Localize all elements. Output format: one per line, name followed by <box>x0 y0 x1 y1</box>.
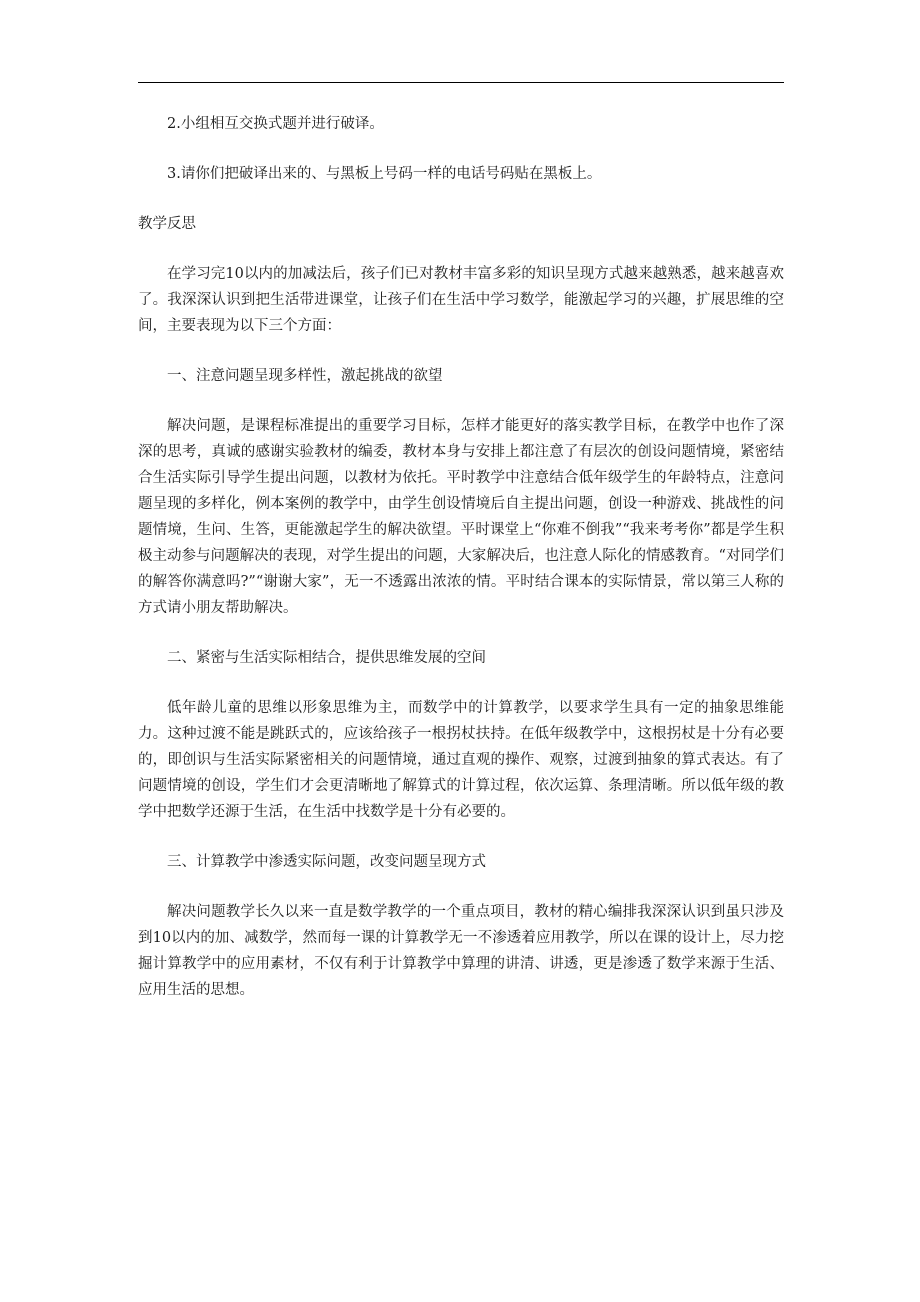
paragraph-one: 解决问题，是课程标准提出的重要学习目标，怎样才能更好的落实教学目标，在教学中也作了深深的思考，真诚的感谢实验教材的编委，教材本身与安排上都注意了有层次的创设问题情境，紧密结合生活实际引导学生提出问题，以教材为依托。平时教学中注意结合低年级学生的年龄特点，注意问题呈现的多样化，例本案例的教学中，由学生创设情境后自主提出问题，创设一种游戏、挑战性的问题情境，生问、生答，更能激起学生的解决欲望。平时课堂上“你难不倒我”“我来考考你”都是学生积极主动参与问题解决的表现，对学生提出的问题，大家解决后，也注意人际化的情感教育。“对同学们的解答你满意吗?”“谢谢大家”，无一不透露出浓浓的情。平时结合课本的实际情景，常以第三人称的方式请小朋友帮助解决。 <box>138 418 784 616</box>
intro-paragraph: 在学习完10以内的加减法后，孩子们已对教材丰富多彩的知识呈现方式越来越熟悉，越来越喜欢了。我深深认识到把生活带进课堂，让孩子们在生活中学习数学，能激起学习的兴趣，扩展思维的空间，主要表现为以下三个方面： <box>138 266 784 334</box>
header-rule <box>138 82 784 83</box>
document-body <box>138 111 784 1027</box>
paragraph-two: 低年龄儿童的思维以形象思维为主，而数学中的计算教学，以要求学生具有一定的抽象思维能力。这种过渡不能是跳跃式的，应该给孩子一根拐杖扶持。在低年级教学中，这根拐杖是十分有必要的，即创识与生活实际紧密相关的问题情境，通过直观的操作、观察，过渡到抽象的算式表达。有了问题情境的创设，学生们才会更清晰地了解算式的计算过程，依次运算、条理清晰。所以低年级的教学中把数学还源于生活，在生活中找数学是十分有必要的。 <box>138 700 784 820</box>
section-title-reflection: 教学反思 <box>138 216 196 232</box>
paragraph-three: 解决问题教学长久以来一直是数学教学的一个重点项目，教材的精心编排我深深认识到虽只涉及到10以内的加、减数学，然而每一课的计算教学无一不渗透着应用教学，所以在课的设计上，尽力挖掘计算教学中的应用素材，不仅有利于计算教学中算理的讲清、讲透，更是渗透了数学来源于生活、应用生活的思想。 <box>138 904 784 998</box>
step-3: 3.请你们把破译出来的、与黑板上号码一样的电话号码贴在黑板上。 <box>167 166 602 182</box>
heading-two: 二、紧密与生活实际相结合，提供思维发展的空间 <box>167 650 486 666</box>
heading-three: 三、计算教学中渗透实际问题，改变问题呈现方式 <box>167 854 486 870</box>
step-2: 2.小组相互交换式题并进行破译。 <box>167 116 384 132</box>
heading-one: 一、注意问题呈现多样性，激起挑战的欲望 <box>167 368 443 384</box>
